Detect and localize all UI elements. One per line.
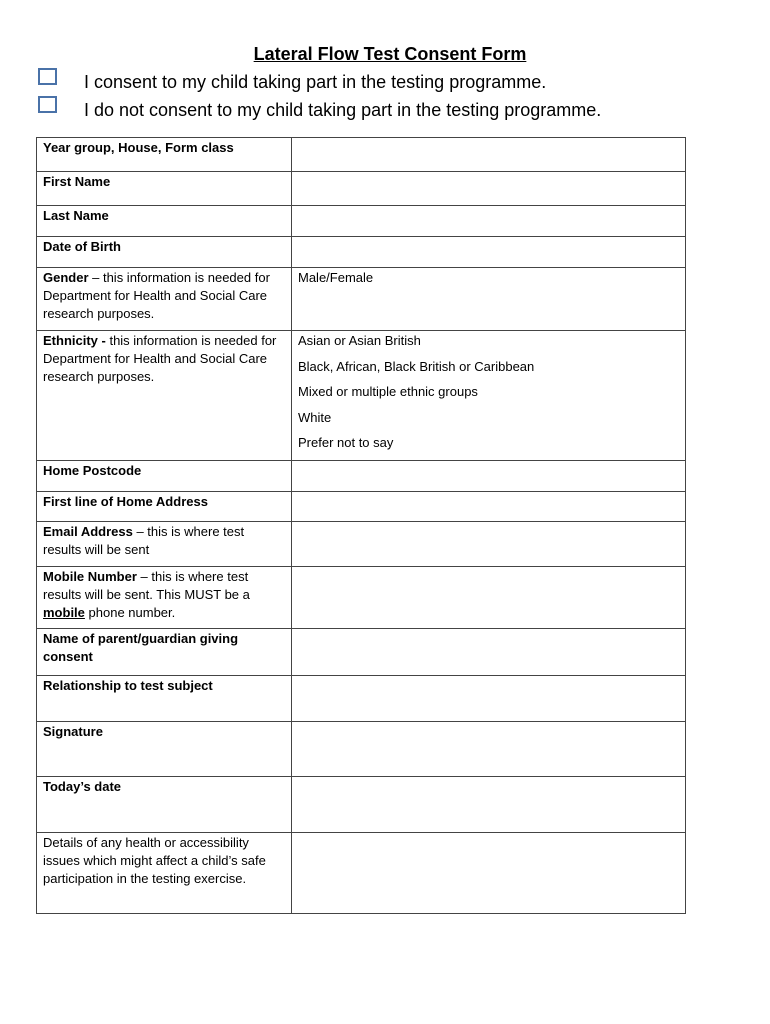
home-postcode-field[interactable] [292, 460, 686, 491]
mobile-label: Mobile Number [43, 568, 137, 584]
ethnicity-note: this information is needed for Department for Health and Social Care research purposes. [43, 333, 277, 384]
first-name-label: First Name [37, 172, 292, 206]
todays-date-field[interactable] [292, 776, 686, 832]
mobile-emphasis: mobile [43, 604, 85, 620]
no-consent-label: I do not consent to my child taking part in the testing programme. [84, 100, 602, 120]
table-row [37, 776, 686, 832]
gender-note: – this information is needed for Department for Health and Social Care research purposes. [43, 270, 270, 321]
email-note: – this is where test results will be sent [43, 523, 245, 557]
table-row [37, 138, 686, 172]
table-row [37, 491, 686, 521]
ethnicity-label: Ethnicity - [43, 333, 106, 348]
table-row [37, 237, 686, 268]
no-consent-checkbox[interactable] [38, 96, 57, 113]
table-row [37, 172, 686, 206]
gender-field[interactable]: Male/Female [292, 268, 686, 331]
last-name-field[interactable] [292, 206, 686, 237]
mobile-note: – this is where test results will be sent. This MUST be a [43, 568, 250, 602]
signature-field[interactable] [292, 721, 686, 776]
last-name-label: Last Name [37, 206, 292, 237]
table-row [37, 460, 686, 491]
consent-label: I consent to my child taking part in the testing programme. [84, 72, 547, 92]
dob-label: Date of Birth [37, 237, 292, 268]
home-address-field[interactable] [292, 491, 686, 521]
ethnicity-option[interactable]: White [298, 409, 332, 425]
signature-label: Signature [37, 721, 292, 776]
table-row [37, 721, 686, 776]
parent-name-field[interactable] [292, 628, 686, 675]
mobile-note-end: phone number. [84, 604, 176, 620]
year-group-field[interactable] [292, 138, 686, 172]
ethnicity-label-cell [37, 331, 292, 461]
gender-label: Gender [43, 270, 89, 285]
consent-checkbox[interactable] [38, 68, 57, 85]
table-row [37, 675, 686, 721]
ethnicity-option[interactable]: Prefer not to say [298, 435, 394, 450]
parent-name-label: Name of parent/guardian giving consent [37, 628, 292, 675]
email-label: Email Address [43, 523, 133, 539]
email-field[interactable] [292, 521, 686, 566]
table-row [37, 628, 686, 675]
home-postcode-label: Home Postcode [37, 460, 292, 491]
health-details-label: Details of any health or accessibility issues which might affect a child’s safe participation in the testing exercise. [37, 832, 292, 913]
ethnicity-option[interactable]: Black, African, Black British or Caribbean [298, 358, 535, 374]
table-row [37, 832, 686, 913]
table-row [37, 268, 686, 331]
mobile-label-cell [37, 566, 292, 628]
year-group-label: Year group, House, Form class [37, 138, 292, 172]
table-row [37, 331, 686, 461]
health-details-field[interactable] [292, 832, 686, 913]
dob-field[interactable] [292, 237, 686, 268]
gender-label-cell [37, 268, 292, 331]
table-row [37, 566, 686, 628]
home-address-label: First line of Home Address [37, 491, 292, 521]
ethnicity-field[interactable] [292, 331, 686, 461]
relationship-field[interactable] [292, 675, 686, 721]
table-row [37, 206, 686, 237]
email-label-cell [37, 521, 292, 566]
ethnicity-option[interactable]: Asian or Asian British [298, 333, 421, 348]
mobile-field[interactable] [292, 566, 686, 628]
todays-date-label: Today’s date [37, 776, 292, 832]
first-name-field[interactable] [292, 172, 686, 206]
consent-form-table [36, 137, 686, 914]
table-row [37, 521, 686, 566]
ethnicity-option[interactable]: Mixed or multiple ethnic groups [298, 384, 478, 399]
relationship-label: Relationship to test subject [37, 675, 292, 721]
form-title: Lateral Flow Test Consent Form [253, 44, 527, 64]
